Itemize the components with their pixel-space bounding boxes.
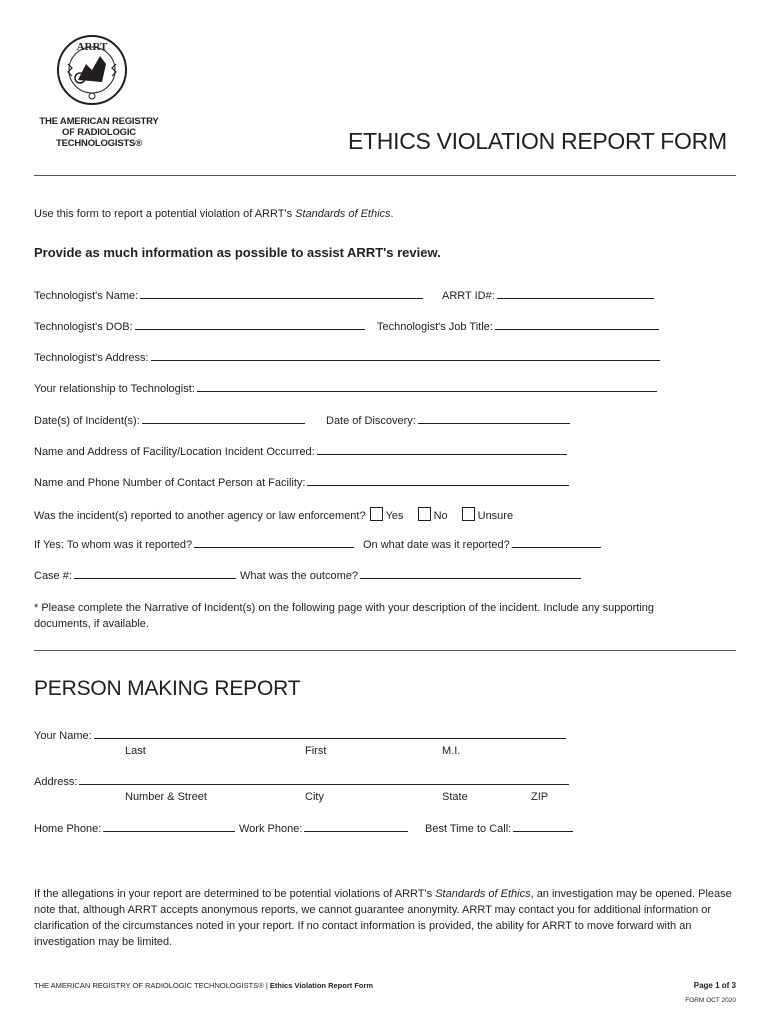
city-label: City — [305, 791, 324, 803]
last-label: Last — [125, 745, 146, 757]
header-divider — [34, 175, 736, 176]
intro-italic: Standards of Ethics — [295, 208, 391, 220]
relationship-field[interactable] — [197, 382, 657, 392]
incident-dates-label: Date(s) of Incident(s): — [34, 415, 140, 427]
relationship-row — [34, 382, 657, 395]
arrt-logo — [56, 34, 128, 106]
footer-org — [34, 981, 373, 990]
contact-label: Name and Phone Number of Contact Person at Facility: — [34, 477, 306, 489]
discovery-date-field[interactable] — [418, 414, 570, 424]
what-date-field[interactable] — [512, 538, 601, 548]
intro-text — [34, 208, 394, 220]
section-title: PERSON MAKING REPORT — [34, 677, 301, 700]
best-time-row — [425, 822, 573, 835]
tech-address-row — [34, 351, 660, 364]
work-phone-row — [239, 822, 408, 835]
incident-dates-row — [34, 414, 305, 427]
closing-paragraph — [34, 886, 744, 950]
tech-name-row — [34, 289, 423, 302]
unsure-checkbox[interactable] — [462, 507, 475, 521]
unsure-label: Unsure — [477, 510, 514, 522]
closing-text-2: , an investigation may be opened. Please note that, although ARRT accepts anonymous reports, we cannot guarantee anonymity. ARRT may contact you for additional information or clarification of the circumstances noted in your report. If no contact information is provided, the ability for ARRT to move forward with an investigation may be limited. — [34, 888, 732, 948]
org-line: TECHNOLOGISTS® — [55, 138, 142, 149]
case-row — [34, 569, 236, 582]
yes-label: Yes — [385, 510, 404, 522]
discovery-date-row — [326, 414, 570, 427]
if-yes-field[interactable] — [194, 538, 354, 548]
contact-field[interactable] — [307, 476, 569, 486]
discovery-date-label: Date of Discovery: — [326, 415, 416, 427]
arrt-id-row — [442, 289, 654, 302]
form-title: ETHICS VIOLATION REPORT FORM — [348, 128, 727, 154]
zip-label: ZIP — [531, 791, 549, 803]
best-time-label: Best Time to Call: — [425, 823, 512, 835]
form-date: FORM OCT 2020 — [685, 997, 736, 1004]
facility-label: Name and Address of Facility/Location Incident Occurred: — [34, 446, 315, 458]
tech-job-label: Technologist's Job Title: — [377, 321, 493, 333]
case-field[interactable] — [74, 569, 236, 579]
tech-name-label: Technologist's Name: — [34, 290, 139, 302]
case-label: Case #: — [34, 570, 72, 582]
org-line: THE AMERICAN REGISTRY — [39, 116, 159, 127]
reported-question: Was the incident(s) reported to another agency or law enforcement? — [34, 510, 366, 522]
work-phone-field[interactable] — [304, 822, 408, 832]
incident-dates-field[interactable] — [142, 414, 305, 424]
address-label: Address: — [34, 776, 78, 788]
intro-after: . — [390, 208, 394, 220]
facility-row — [34, 445, 567, 458]
closing-italic: Standards of Ethics — [435, 888, 531, 900]
tech-name-field[interactable] — [140, 289, 423, 299]
section-divider — [34, 650, 736, 651]
mi-label: M.I. — [442, 745, 461, 757]
footer-org-text: THE AMERICAN REGISTRY OF RADIOLOGIC TECHNOLOGISTS® | — [34, 981, 270, 990]
narrative-note: * Please complete the Narrative of Incident(s) on the following page with your description of the incident. Include any supporting documents, if available. — [34, 602, 655, 630]
org-line: OF RADIOLOGIC — [62, 127, 136, 138]
what-date-label: On what date was it reported? — [363, 539, 510, 551]
tech-dob-field[interactable] — [135, 320, 365, 330]
best-time-field[interactable] — [513, 822, 573, 832]
if-yes-row — [34, 538, 354, 551]
intro-before: Use this form to report a potential violation of ARRT's — [34, 208, 296, 220]
if-yes-label: If Yes: To whom was it reported? — [34, 539, 193, 551]
page-number: Page 1 of 3 — [693, 981, 736, 990]
home-phone-field[interactable] — [103, 822, 235, 832]
home-phone-label: Home Phone: — [34, 823, 102, 835]
your-name-row — [34, 729, 566, 742]
logo-text: ARRT — [76, 41, 108, 53]
tech-address-field[interactable] — [151, 351, 660, 361]
outcome-row — [240, 569, 581, 582]
state-label: State — [442, 791, 468, 803]
address-row — [34, 775, 569, 788]
contact-row — [34, 476, 569, 489]
work-phone-label: Work Phone: — [239, 823, 303, 835]
no-checkbox[interactable] — [418, 507, 431, 521]
intro-lead: Provide as much information as possible to assist ARRT's review. — [34, 245, 441, 260]
tech-dob-label: Technologist's DOB: — [34, 321, 133, 333]
tech-address-label: Technologist's Address: — [34, 352, 149, 364]
org-name — [34, 116, 164, 149]
facility-field[interactable] — [317, 445, 567, 455]
your-name-label: Your Name: — [34, 730, 92, 742]
what-date-row — [363, 538, 601, 551]
tech-job-row — [377, 320, 659, 333]
reported-row — [34, 507, 513, 522]
home-phone-row — [34, 822, 235, 835]
closing-text-1: If the allegations in your report are determined to be potential violations of ARRT's — [34, 888, 436, 900]
footer-form-name: Ethics Violation Report Form — [269, 981, 374, 990]
tech-job-field[interactable] — [495, 320, 659, 330]
arrt-id-label: ARRT ID#: — [442, 290, 495, 302]
yes-checkbox[interactable] — [370, 507, 383, 521]
address-field[interactable] — [79, 775, 569, 785]
tech-dob-row — [34, 320, 365, 333]
outcome-field[interactable] — [360, 569, 581, 579]
outcome-label: What was the outcome? — [240, 570, 359, 582]
first-label: First — [305, 745, 327, 757]
street-label: Number & Street — [125, 791, 207, 803]
no-label: No — [433, 510, 448, 522]
relationship-label: Your relationship to Technologist: — [34, 383, 195, 395]
your-name-field[interactable] — [94, 729, 566, 739]
arrt-id-field[interactable] — [497, 289, 654, 299]
